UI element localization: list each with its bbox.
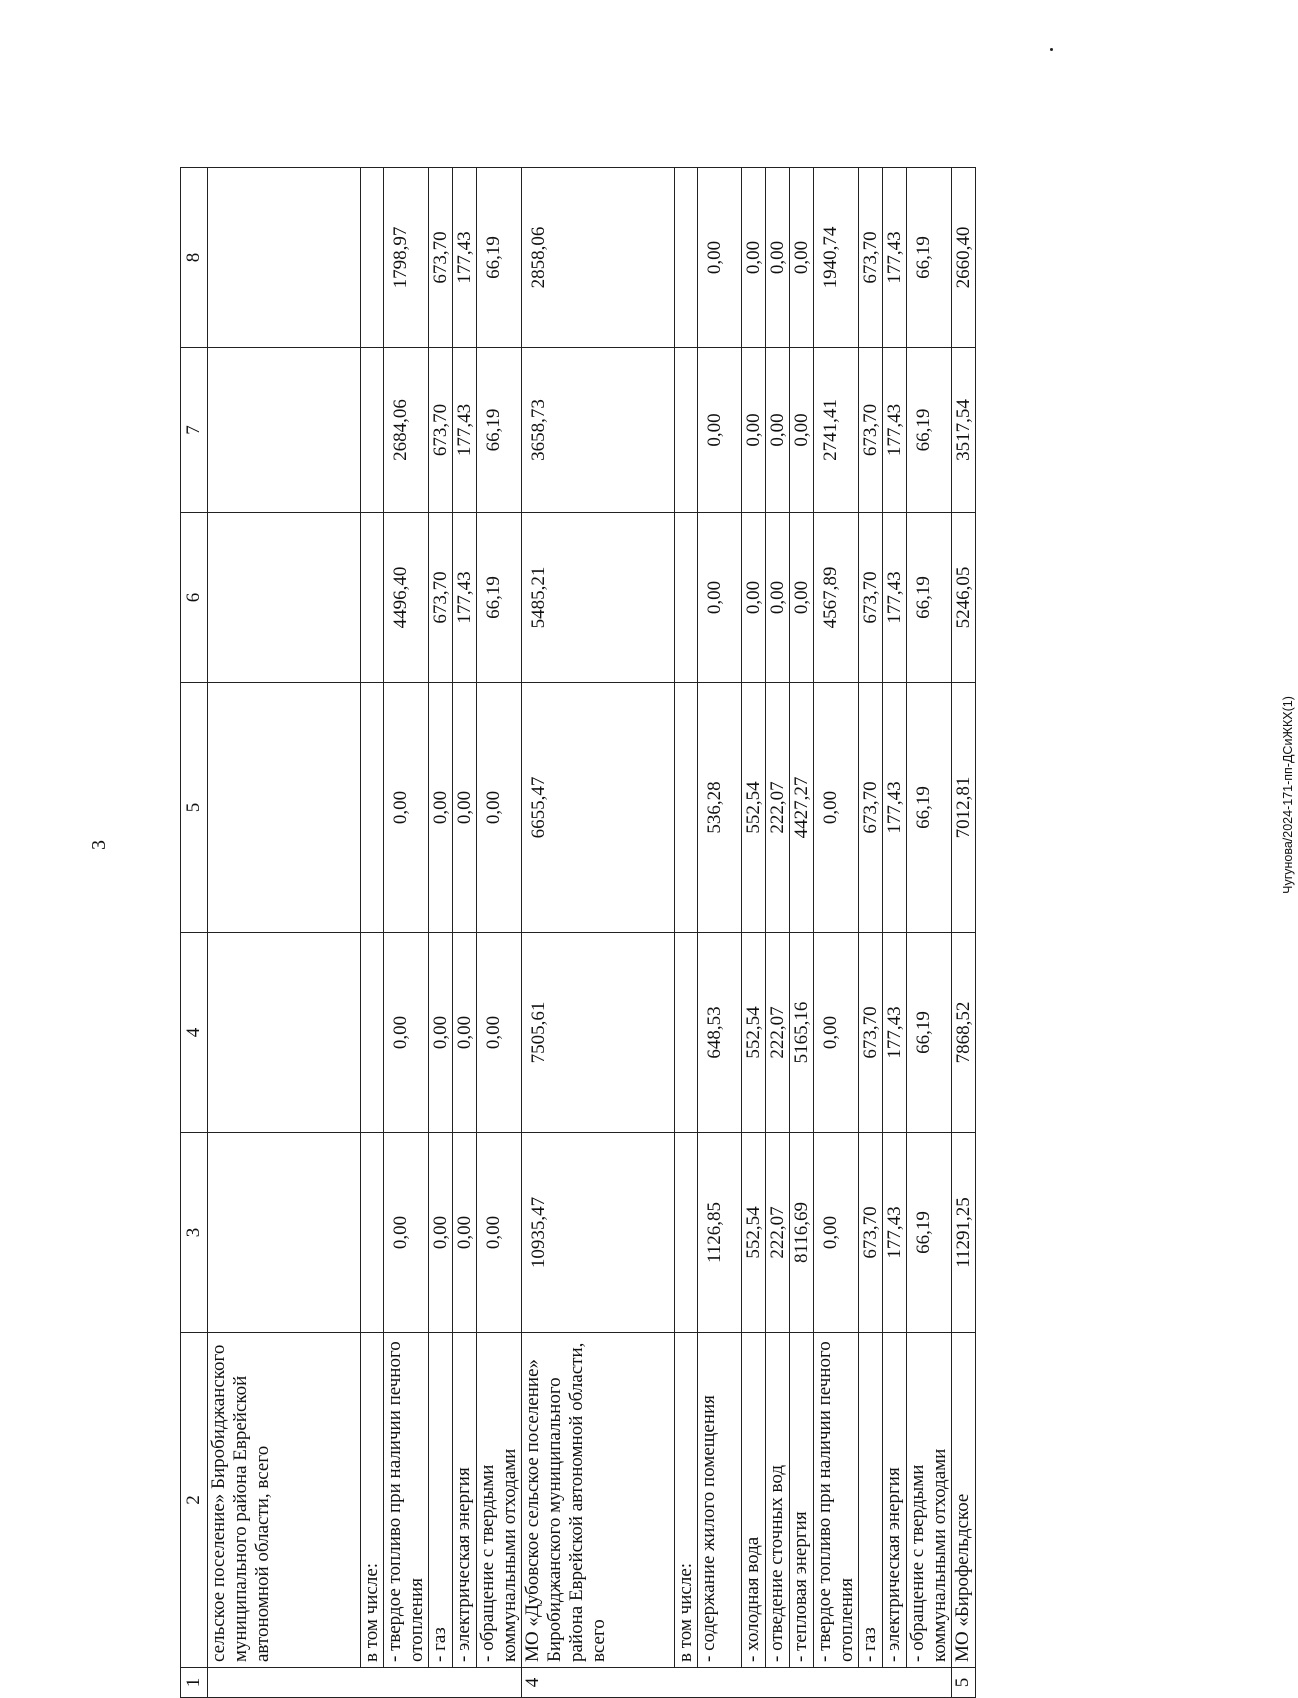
- table-row: [477, 168, 522, 1698]
- value-cell: 0,00: [742, 348, 766, 513]
- value-cell: 673,70: [859, 1133, 883, 1333]
- value-cell: 673,70: [859, 348, 883, 513]
- table-header-row: [181, 168, 208, 1698]
- row-label-cell: - содержание жилого помещения: [698, 1333, 742, 1668]
- value-cell: 3658,73: [522, 348, 675, 513]
- value-cell: [675, 513, 698, 683]
- value-cell: 0,00: [384, 933, 429, 1133]
- value-cell: 222,07: [766, 683, 790, 933]
- table-row: [208, 168, 361, 1698]
- column-header: 3: [181, 1133, 208, 1333]
- value-cell: [675, 1133, 698, 1333]
- value-cell: [675, 683, 698, 933]
- value-cell: 66,19: [477, 168, 522, 348]
- value-cell: 6655,47: [522, 683, 675, 933]
- table-row: [453, 168, 477, 1698]
- value-cell: [675, 168, 698, 348]
- value-cell: 0,00: [698, 513, 742, 683]
- value-cell: 177,43: [453, 168, 477, 348]
- value-cell: 66,19: [477, 348, 522, 513]
- table-row: [907, 168, 952, 1698]
- value-cell: 1126,85: [698, 1133, 742, 1333]
- value-cell: 177,43: [883, 933, 907, 1133]
- column-header: 7: [181, 348, 208, 513]
- value-cell: 7505,61: [522, 933, 675, 1133]
- row-label-cell: - обращение с твердыми коммунальными отходами: [907, 1333, 952, 1668]
- table-row: [859, 168, 883, 1698]
- value-cell: 0,00: [384, 683, 429, 933]
- value-cell: 177,43: [883, 513, 907, 683]
- value-cell: 0,00: [477, 1133, 522, 1333]
- value-cell: [361, 683, 384, 933]
- value-cell: 177,43: [453, 348, 477, 513]
- row-label-cell: - электрическая энергия: [453, 1333, 477, 1668]
- value-cell: [675, 348, 698, 513]
- value-cell: 10935,47: [522, 1133, 675, 1333]
- table-row: [361, 168, 384, 1698]
- value-cell: 0,00: [429, 1133, 453, 1333]
- value-cell: 0,00: [766, 348, 790, 513]
- value-cell: [208, 933, 361, 1133]
- value-cell: 7868,52: [952, 933, 976, 1133]
- value-cell: 4567,89: [814, 513, 859, 683]
- value-cell: [361, 513, 384, 683]
- value-cell: 648,53: [698, 933, 742, 1133]
- value-cell: [361, 168, 384, 348]
- value-cell: 2660,40: [952, 168, 976, 348]
- value-cell: 3517,54: [952, 348, 976, 513]
- tariff-table: [180, 167, 976, 1698]
- table-wrapper: [180, 83, 1095, 1698]
- value-cell: 7012,81: [952, 683, 976, 933]
- value-cell: 66,19: [907, 683, 952, 933]
- value-cell: [208, 168, 361, 348]
- value-cell: 673,70: [859, 168, 883, 348]
- value-cell: 0,00: [429, 683, 453, 933]
- value-cell: 0,00: [814, 933, 859, 1133]
- value-cell: 66,19: [907, 168, 952, 348]
- column-header: 8: [181, 168, 208, 348]
- value-cell: 11291,25: [952, 1133, 976, 1333]
- value-cell: [208, 1133, 361, 1333]
- value-cell: 2684,06: [384, 348, 429, 513]
- column-header: 4: [181, 933, 208, 1133]
- page-number: 3: [88, 840, 110, 850]
- value-cell: 0,00: [477, 683, 522, 933]
- value-cell: 0,00: [384, 1133, 429, 1333]
- table-row: [814, 168, 859, 1698]
- value-cell: 0,00: [453, 683, 477, 933]
- table-row: [952, 168, 976, 1698]
- row-label-cell: МО «Бирофельдское: [952, 1333, 976, 1668]
- table-row: [790, 168, 814, 1698]
- value-cell: 2741,41: [814, 348, 859, 513]
- value-cell: 0,00: [814, 1133, 859, 1333]
- value-cell: 5165,16: [790, 933, 814, 1133]
- row-label-cell: - газ: [859, 1333, 883, 1668]
- value-cell: 0,00: [698, 348, 742, 513]
- table-row: [766, 168, 790, 1698]
- value-cell: 673,70: [859, 513, 883, 683]
- value-cell: 0,00: [790, 348, 814, 513]
- value-cell: 66,19: [907, 1133, 952, 1333]
- value-cell: 0,00: [742, 513, 766, 683]
- value-cell: 0,00: [477, 933, 522, 1133]
- row-label-cell: - газ: [429, 1333, 453, 1668]
- value-cell: 222,07: [766, 1133, 790, 1333]
- value-cell: 66,19: [477, 513, 522, 683]
- value-cell: 673,70: [859, 683, 883, 933]
- value-cell: 66,19: [907, 513, 952, 683]
- value-cell: 536,28: [698, 683, 742, 933]
- row-number-cell: [208, 1668, 522, 1698]
- table-row: [522, 168, 675, 1698]
- row-label-cell: - холодная вода: [742, 1333, 766, 1668]
- value-cell: 0,00: [698, 168, 742, 348]
- value-cell: 5485,21: [522, 513, 675, 683]
- value-cell: 177,43: [883, 168, 907, 348]
- value-cell: 0,00: [790, 168, 814, 348]
- value-cell: 0,00: [814, 683, 859, 933]
- value-cell: 0,00: [766, 513, 790, 683]
- value-cell: [361, 348, 384, 513]
- value-cell: 177,43: [453, 513, 477, 683]
- value-cell: 0,00: [790, 513, 814, 683]
- value-cell: 1940,74: [814, 168, 859, 348]
- value-cell: [361, 933, 384, 1133]
- value-cell: 4427,27: [790, 683, 814, 933]
- table-row: [384, 168, 429, 1698]
- value-cell: [208, 348, 361, 513]
- table-row: [698, 168, 742, 1698]
- value-cell: 552,54: [742, 683, 766, 933]
- row-label-cell: МО «Дубовское сельское поселение» Биробиджанского муниципального района Еврейской автономной области, всего: [522, 1333, 675, 1668]
- row-number-cell: 5: [952, 1668, 976, 1698]
- value-cell: [361, 1133, 384, 1333]
- value-cell: 0,00: [766, 168, 790, 348]
- column-header: 5: [181, 683, 208, 933]
- value-cell: 673,70: [429, 348, 453, 513]
- value-cell: 177,43: [883, 683, 907, 933]
- value-cell: [208, 683, 361, 933]
- value-cell: 0,00: [742, 168, 766, 348]
- value-cell: 0,00: [453, 1133, 477, 1333]
- table-row: [742, 168, 766, 1698]
- row-label-cell: - электрическая энергия: [883, 1333, 907, 1668]
- value-cell: [675, 933, 698, 1133]
- row-label-cell: в том числе:: [361, 1333, 384, 1668]
- value-cell: 222,07: [766, 933, 790, 1133]
- column-header: 6: [181, 513, 208, 683]
- scan-speck: [1050, 48, 1053, 51]
- value-cell: 177,43: [883, 1133, 907, 1333]
- table-row: [675, 168, 698, 1698]
- value-cell: 66,19: [907, 348, 952, 513]
- table-row: [883, 168, 907, 1698]
- row-number-cell: 4: [522, 1668, 952, 1698]
- value-cell: 0,00: [429, 933, 453, 1133]
- value-cell: 673,70: [429, 168, 453, 348]
- value-cell: 8116,69: [790, 1133, 814, 1333]
- value-cell: 177,43: [883, 348, 907, 513]
- row-label-cell: сельское поселение» Биробиджанского муниципального района Еврейской автономной области, всего: [208, 1333, 361, 1668]
- value-cell: 552,54: [742, 933, 766, 1133]
- column-header: 2: [181, 1333, 208, 1668]
- document-code: Чугунова/2024-171-пп-ДСиЖКХ(1): [1281, 696, 1295, 894]
- row-label-cell: - тепловая энергия: [790, 1333, 814, 1668]
- value-cell: [208, 513, 361, 683]
- row-label-cell: в том числе:: [675, 1333, 698, 1668]
- table-row: [429, 168, 453, 1698]
- value-cell: 2858,06: [522, 168, 675, 348]
- value-cell: 4496,40: [384, 513, 429, 683]
- value-cell: 552,54: [742, 1133, 766, 1333]
- row-label-cell: - твердое топливо при наличии печного отопления: [814, 1333, 859, 1668]
- row-label-cell: - твердое топливо при наличии печного отопления: [384, 1333, 429, 1668]
- value-cell: 5246,05: [952, 513, 976, 683]
- value-cell: 66,19: [907, 933, 952, 1133]
- value-cell: 673,70: [859, 933, 883, 1133]
- value-cell: 0,00: [453, 933, 477, 1133]
- row-label-cell: - отведение сточных вод: [766, 1333, 790, 1668]
- value-cell: 1798,97: [384, 168, 429, 348]
- rotated-table-container: [180, 83, 1095, 1698]
- column-header: 1: [181, 1668, 208, 1698]
- value-cell: 673,70: [429, 513, 453, 683]
- row-label-cell: - обращение с твердыми коммунальными отходами: [477, 1333, 522, 1668]
